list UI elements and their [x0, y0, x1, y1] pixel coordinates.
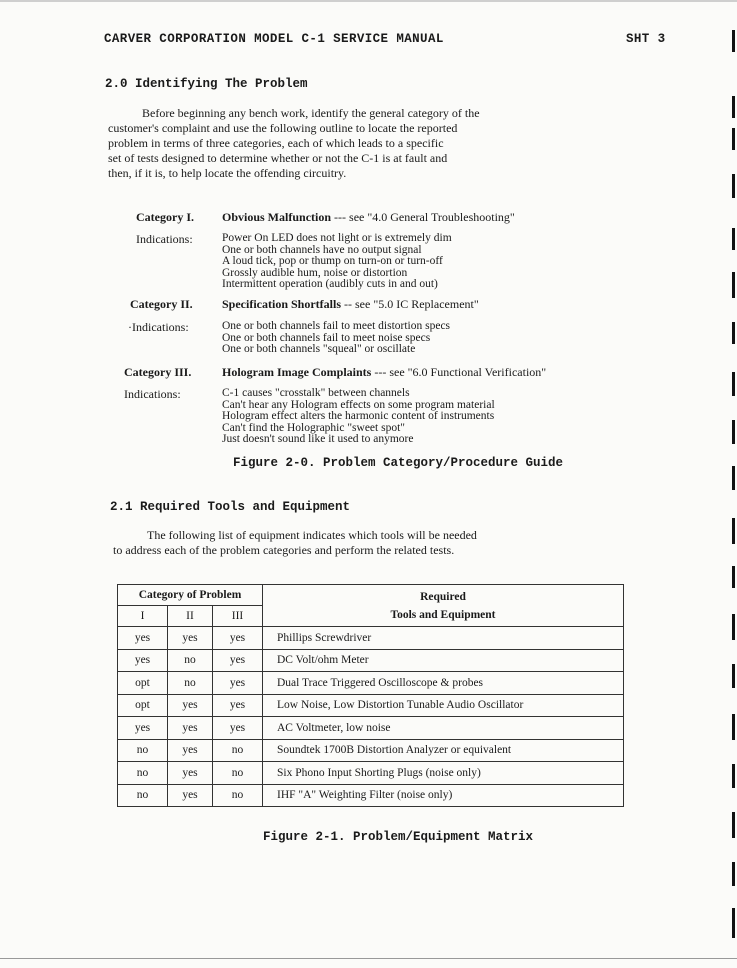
edge-mark [732, 714, 735, 740]
indication-item: Intermittent operation (audibly cuts in and out) [222, 278, 438, 290]
paragraph-line: customer's complaint and use the following outline to locate the reported [108, 121, 458, 135]
edge-mark [732, 664, 735, 688]
category-2-name: Specification Shortfalls [222, 297, 341, 311]
table-row [118, 694, 624, 717]
cell-cat-1: opt [118, 694, 168, 717]
category-3-title [222, 365, 546, 380]
table-row [118, 649, 624, 672]
edge-mark [732, 614, 735, 640]
category-3-name: Hologram Image Complaints [222, 365, 372, 379]
tools-header-line1: Required [420, 590, 466, 603]
cell-cat-1: no [118, 739, 168, 762]
category-2-indications [222, 321, 450, 356]
edge-mark [732, 862, 735, 886]
cell-tool: Soundtek 1700B Distortion Analyzer or equivalent [263, 739, 624, 762]
edge-mark [732, 228, 735, 250]
paragraph-line: then, if it is, to help locate the offending circuitry. [108, 166, 347, 180]
table-row [118, 739, 624, 762]
cell-tool: Six Phono Input Shorting Plugs (noise only) [263, 762, 624, 785]
indication-item: Power On LED does not light or is extremely dim [222, 232, 452, 244]
category-3-reference: --- see "6.0 Functional Verification" [374, 365, 547, 379]
section-2-1-paragraph [113, 528, 477, 558]
edge-mark [732, 128, 735, 150]
col-header-II: II [168, 606, 213, 627]
edge-mark [732, 372, 735, 396]
table-row [118, 717, 624, 740]
category-3-indications-label: Indications: [124, 387, 181, 401]
section-2-0-paragraph [108, 106, 480, 181]
edge-mark [732, 466, 735, 490]
table-row [118, 672, 624, 695]
scan-bottom-edge [0, 958, 737, 959]
indication-item: Hologram effect alters the harmonic content of instruments [222, 410, 495, 422]
paragraph-line: Before beginning any bench work, identify the general category of the [142, 106, 480, 120]
col-header-III: III [213, 606, 263, 627]
cell-tool: Dual Trace Triggered Oscilloscope & probes [263, 672, 624, 695]
cell-cat-3: yes [213, 627, 263, 650]
page-header-title: CARVER CORPORATION MODEL C-1 SERVICE MANUAL [104, 32, 444, 46]
col-header-I: I [118, 606, 168, 627]
edge-mark [732, 566, 735, 588]
category-1-indications-label: Indications: [136, 232, 193, 246]
edge-mark [732, 812, 735, 838]
cell-cat-3: no [213, 762, 263, 785]
problem-equipment-matrix [117, 584, 624, 807]
indication-item: Just doesn't sound like it used to anymore [222, 433, 414, 445]
category-3-label: Category III. [124, 365, 192, 379]
cell-tool: AC Voltmeter, low noise [263, 717, 624, 740]
cell-cat-2: yes [168, 694, 213, 717]
category-1-reference: --- see "4.0 General Troubleshooting" [334, 210, 515, 224]
indication-item: Grossly audible hum, noise or distortion [222, 266, 408, 279]
category-1-indications [222, 233, 452, 291]
cell-tool: Phillips Screwdriver [263, 627, 624, 650]
scan-top-edge [0, 0, 737, 2]
cell-cat-2: yes [168, 627, 213, 650]
cell-tool: IHF "A" Weighting Filter (noise only) [263, 784, 624, 807]
table-row [118, 627, 624, 650]
edge-mark [732, 420, 735, 444]
edge-mark [732, 518, 735, 544]
tools-header-line2: Tools and Equipment [390, 608, 496, 621]
cell-cat-1: yes [118, 717, 168, 740]
edge-mark [732, 908, 735, 938]
category-group-header: Category of Problem [118, 585, 263, 606]
paragraph-line: The following list of equipment indicates which tools will be needed [147, 528, 477, 542]
cell-cat-2: yes [168, 717, 213, 740]
indication-item: One or both channels fail to meet distortion specs [222, 320, 451, 332]
paragraph-line: to address each of the problem categories and perform the related tests. [113, 543, 455, 557]
table-row [118, 762, 624, 785]
edge-mark [732, 96, 735, 118]
indication-item: C-1 causes "crosstalk" between channels [222, 387, 410, 399]
category-1-title [222, 210, 515, 225]
cell-cat-1: no [118, 762, 168, 785]
paragraph-line: set of tests designed to determine whether or not the C-1 is at fault and [108, 151, 448, 165]
section-2-0-heading: 2.0 Identifying The Problem [105, 77, 308, 91]
edge-mark [732, 322, 735, 344]
indication-item: One or both channels fail to meet noise specs [222, 331, 431, 344]
category-1-label: Category I. [136, 210, 194, 224]
section-2-1-heading: 2.1 Required Tools and Equipment [110, 500, 351, 514]
category-2-indications-label: ·Indications: [128, 320, 189, 334]
category-3-indications [222, 388, 495, 446]
cell-cat-2: no [168, 672, 213, 695]
cell-cat-2: yes [168, 739, 213, 762]
category-2-reference: -- see "5.0 IC Replacement" [344, 297, 479, 311]
table-row [118, 784, 624, 807]
cell-tool: DC Volt/ohm Meter [263, 649, 624, 672]
indication-item: Can't find the Holographic "sweet spot" [222, 421, 405, 434]
cell-cat-3: no [213, 784, 263, 807]
figure-2-0-caption: Figure 2-0. Problem Category/Procedure Guide [233, 456, 564, 470]
cell-cat-3: yes [213, 717, 263, 740]
indication-item: Can't hear any Hologram effects on some program material [222, 398, 495, 411]
cell-cat-1: opt [118, 672, 168, 695]
cell-cat-1: yes [118, 627, 168, 650]
category-2-title [222, 297, 479, 312]
category-1-name: Obvious Malfunction [222, 210, 332, 224]
cell-cat-3: yes [213, 694, 263, 717]
indication-item: One or both channels "squeal" or oscillate [222, 343, 416, 355]
cell-cat-2: yes [168, 762, 213, 785]
figure-2-1-caption: Figure 2-1. Problem/Equipment Matrix [263, 830, 534, 844]
cell-cat-3: no [213, 739, 263, 762]
edge-mark [732, 272, 735, 298]
paragraph-line: problem in terms of three categories, each of which leads to a specific [108, 136, 444, 150]
cell-cat-2: yes [168, 784, 213, 807]
cell-cat-1: yes [118, 649, 168, 672]
cell-cat-3: yes [213, 649, 263, 672]
indication-item: One or both channels have no output signal [222, 243, 422, 256]
cell-tool: Low Noise, Low Distortion Tunable Audio Oscillator [263, 694, 624, 717]
edge-mark [732, 30, 735, 52]
cell-cat-2: no [168, 649, 213, 672]
edge-mark [732, 764, 735, 788]
cell-cat-3: yes [213, 672, 263, 695]
edge-mark [732, 174, 735, 198]
cell-cat-1: no [118, 784, 168, 807]
tools-header [263, 585, 624, 627]
indication-item: A loud tick, pop or thump on turn-on or turn-off [222, 255, 443, 267]
category-2-label: Category II. [130, 297, 193, 311]
sheet-number: SHT 3 [626, 32, 666, 46]
